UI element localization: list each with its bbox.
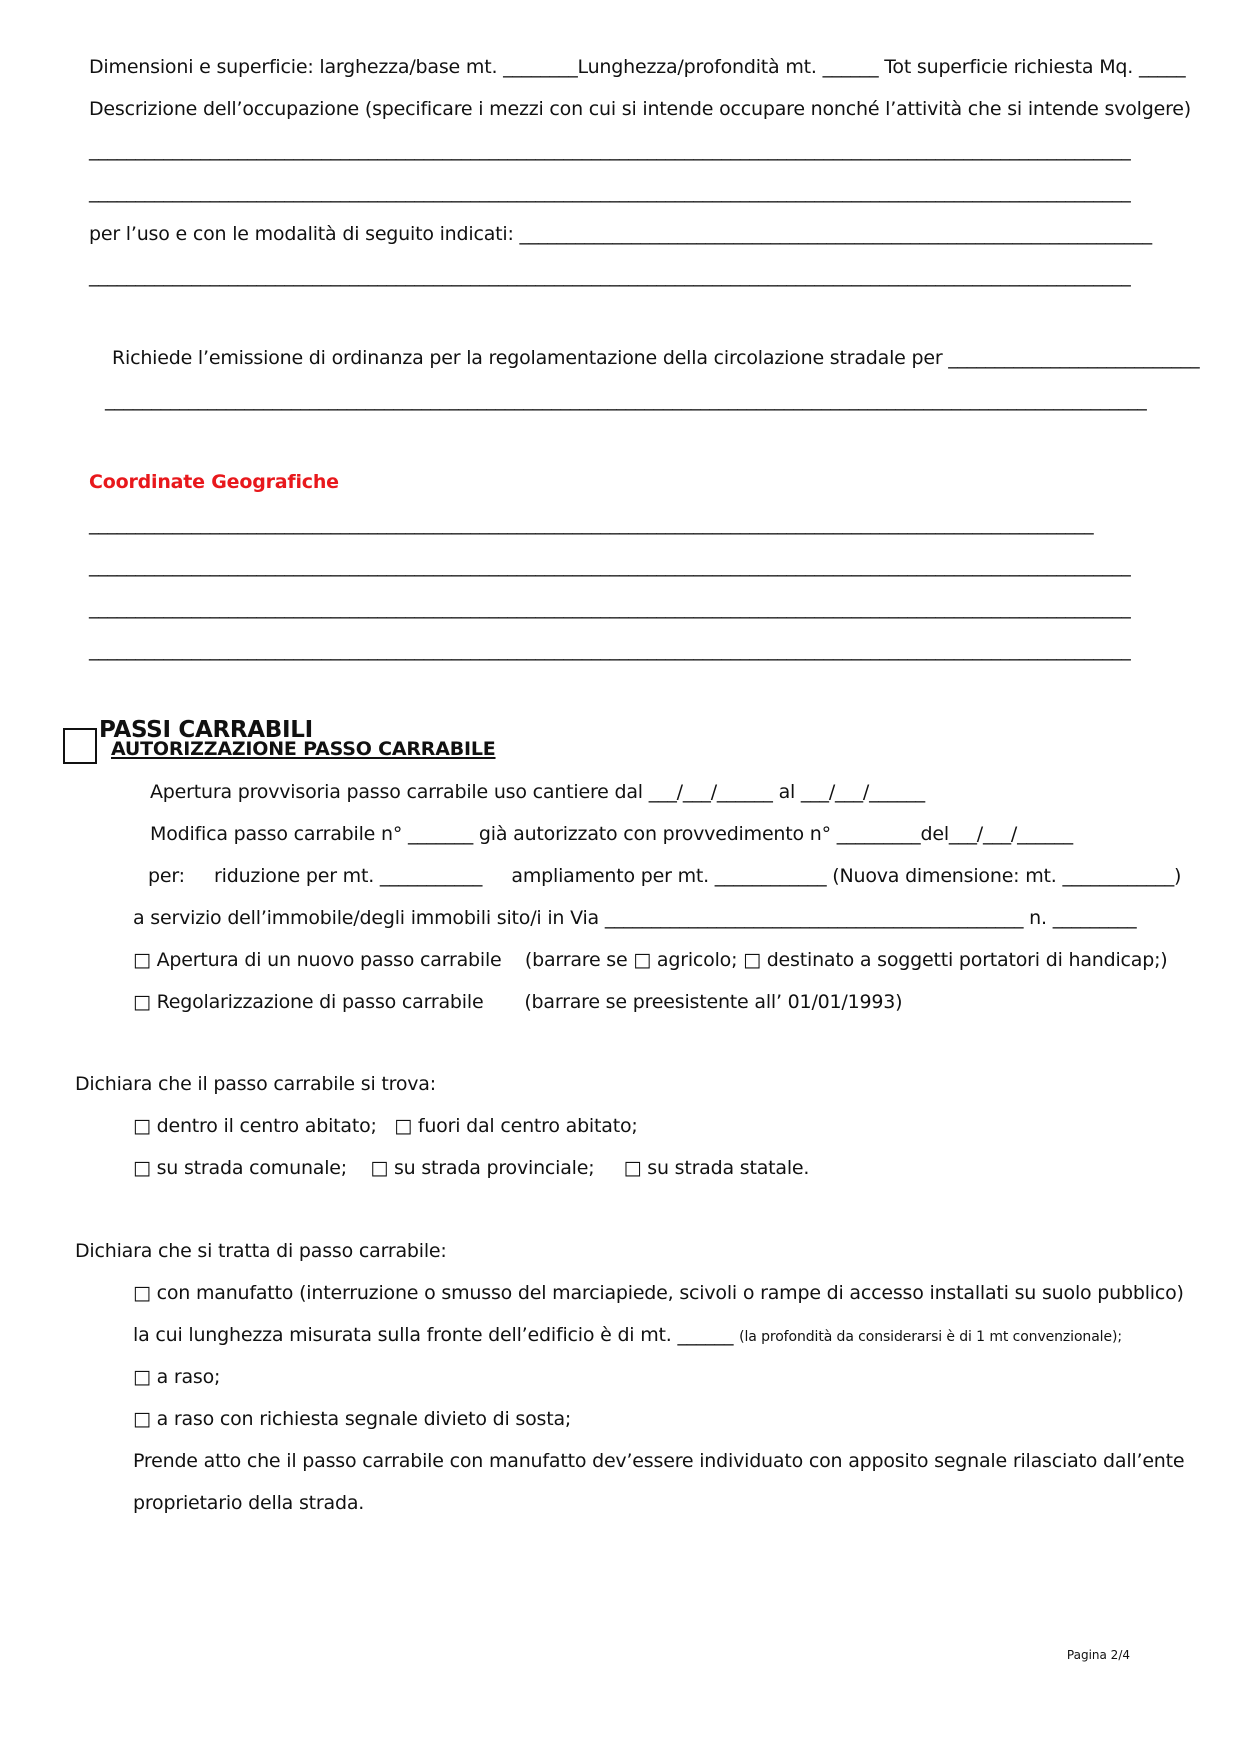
modifica-line: Modifica passo carrabile n° _______ già autorizzato con provvedimento n° _________del___/___/______ xyxy=(150,823,1073,845)
lunghezza-note: (la profondità da considerarsi è di 1 mt convenzionale); xyxy=(739,1329,1122,1345)
section-checkbox[interactable] xyxy=(63,728,97,764)
blank-line: ________________________________________________________________________________________________________________ xyxy=(89,139,1131,161)
lunghezza-line xyxy=(133,1323,1122,1349)
blank-line: ________________________________________________________________________________________________________________ xyxy=(89,265,1131,287)
apertura-provvisoria-line: Apertura provvisoria passo carrabile uso cantiere dal ___/___/______ al ___/___/______ xyxy=(150,781,925,803)
per-line: per: riduzione per mt. ___________ ampliamento per mt. ____________ (Nuova dimensione: mt. ____________) xyxy=(148,865,1182,887)
proprietario-line: proprietario della strada. xyxy=(133,1492,365,1514)
section-title: PASSI CARRABILI xyxy=(99,717,313,743)
coordinate-line: ________________________________________________________________________________________________________________ xyxy=(89,555,1131,577)
raso-divieto-option[interactable]: □ a raso con richiesta segnale divieto di sosta; xyxy=(133,1408,572,1430)
ordinanza-line: Richiede l’emissione di ordinanza per la regolamentazione della circolazione stradale per ___________________________ xyxy=(112,347,1200,369)
regolarizzazione-option[interactable]: □ Regolarizzazione di passo carrabile (barrare se preesistente all’ 01/01/1993) xyxy=(133,991,903,1013)
centro-abitato-options[interactable]: □ dentro il centro abitato; □ fuori dal centro abitato; xyxy=(133,1115,638,1137)
blank-line: ________________________________________________________________________________________________________________ xyxy=(105,389,1147,411)
nuovo-passo-option[interactable]: □ Apertura di un nuovo passo carrabile (barrare se □ agricolo; □ destinato a soggetti portatori di handicap;) xyxy=(133,949,1168,971)
tipo-strada-options[interactable]: □ su strada comunale; □ su strada provinciale; □ su strada statale. xyxy=(133,1157,810,1179)
dimensioni-line: Dimensioni e superficie: larghezza/base mt. ________Lunghezza/profondità mt. ______ Tot superficie richiesta Mq. _____ xyxy=(89,56,1186,78)
uso-line: per l’uso e con le modalità di seguito indicati: ____________________________________________________________________ xyxy=(89,223,1152,245)
coordinate-line: ________________________________________________________________________________________________________________ xyxy=(89,597,1131,619)
servizio-line: a servizio dell’immobile/degli immobili sito/i in Via _____________________________________________ n. _________ xyxy=(133,907,1137,929)
subsection-title: AUTORIZZAZIONE PASSO CARRABILE xyxy=(111,738,496,760)
blank-line: ________________________________________________________________________________________________________________ xyxy=(89,181,1131,203)
page-number: Pagina 2/4 xyxy=(1066,1648,1130,1662)
manufatto-option[interactable]: □ con manufatto (interruzione o smusso del marciapiede, scivoli o rampe di accesso installati su suolo pubblico) xyxy=(133,1282,1184,1304)
coordinate-title: Coordinate Geografiche xyxy=(89,471,339,493)
coordinate-line: ________________________________________________________________________________________________________________ xyxy=(89,639,1131,661)
raso-option[interactable]: □ a raso; xyxy=(133,1366,221,1388)
descrizione-line: Descrizione dell’occupazione (specificare i mezzi con cui si intende occupare nonché l’attività che si intende svolgere) xyxy=(89,98,1192,120)
dichiara-trova-line: Dichiara che il passo carrabile si trova: xyxy=(75,1073,436,1095)
coordinate-line: ____________________________________________________________________________________________________________ xyxy=(89,513,1094,535)
prende-atto-line: Prende atto che il passo carrabile con manufatto dev’essere individuato con apposito segnale rilasciato dall’ente xyxy=(133,1450,1185,1472)
lunghezza-text: la cui lunghezza misurata sulla fronte dell’edificio è di mt. ______ xyxy=(133,1324,740,1346)
dichiara-tipo-line: Dichiara che si tratta di passo carrabile: xyxy=(75,1240,447,1262)
